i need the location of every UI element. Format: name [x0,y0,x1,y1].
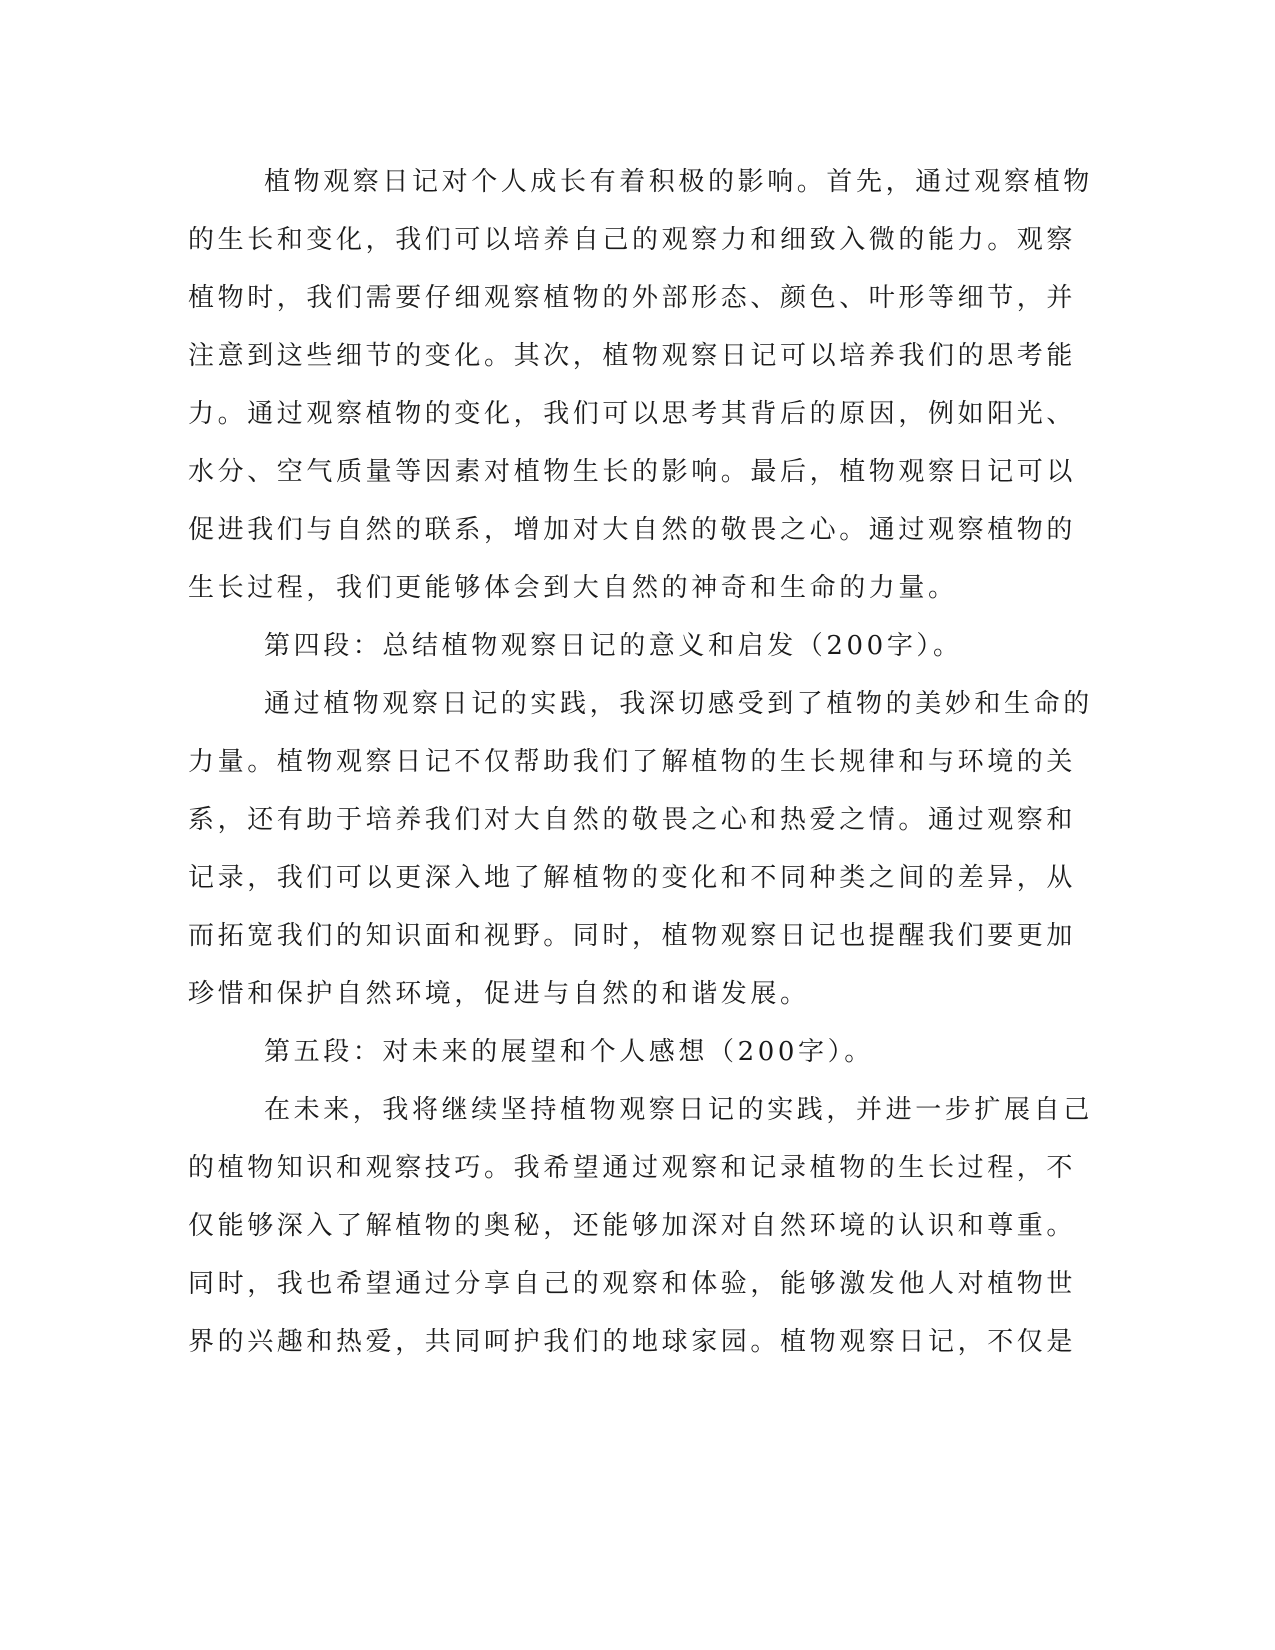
paragraph-3-line-2: 的植物知识和观察技巧。我希望通过观察和记录植物的生长过程，不 [188,1153,1077,1183]
paragraph-1-line-5: 力。通过观察植物的变化，我们可以思考其背后的原因，例如阳光、 [188,399,1077,429]
paragraph-2-line-3: 系，还有助于培养我们对大自然的敬畏之心和热爱之情。通过观察和 [188,805,1077,835]
section-four-heading: 第四段：总结植物观察日记的意义和启发（200字）。 [264,631,963,661]
paragraph-1-line-3: 植物时，我们需要仔细观察植物的外部形态、颜色、叶形等细节，并 [188,283,1077,313]
paragraph-1-line-6: 水分、空气质量等因素对植物生长的影响。最后，植物观察日记可以 [188,457,1077,487]
section-five-heading: 第五段：对未来的展望和个人感想（200字）。 [264,1037,874,1067]
paragraph-2-line-4: 记录，我们可以更深入地了解植物的变化和不同种类之间的差异，从 [188,863,1077,893]
paragraph-2-line-1: 通过植物观察日记的实践，我深切感受到了植物的美妙和生命的 [264,689,1093,719]
paragraph-1-line-4: 注意到这些细节的变化。其次，植物观察日记可以培养我们的思考能 [188,341,1077,371]
paragraph-1-line-8: 生长过程，我们更能够体会到大自然的神奇和生命的力量。 [188,573,958,603]
paragraph-3-line-1: 在未来，我将继续坚持植物观察日记的实践，并进一步扩展自己 [264,1095,1093,1125]
paragraph-3-line-5: 界的兴趣和热爱，共同呵护我们的地球家园。植物观察日记，不仅是 [188,1327,1077,1357]
paragraph-3-line-4: 同时，我也希望通过分享自己的观察和体验，能够激发他人对植物世 [188,1269,1077,1299]
paragraph-1-line-7: 促进我们与自然的联系，增加对大自然的敬畏之心。通过观察植物的 [188,515,1077,545]
paragraph-2-line-5: 而拓宽我们的知识面和视野。同时，植物观察日记也提醒我们要更加 [188,921,1077,951]
paragraph-2-line-6: 珍惜和保护自然环境，促进与自然的和谐发展。 [188,979,810,1009]
paragraph-1-line-2: 的生长和变化，我们可以培养自己的观察力和细致入微的能力。观察 [188,225,1077,255]
paragraph-2-line-2: 力量。植物观察日记不仅帮助我们了解植物的生长规律和与环境的关 [188,747,1077,777]
paragraph-1-line-1: 植物观察日记对个人成长有着积极的影响。首先，通过观察植物 [264,167,1093,197]
paragraph-3-line-3: 仅能够深入了解植物的奥秘，还能够加深对自然环境的认识和尊重。 [188,1211,1077,1241]
